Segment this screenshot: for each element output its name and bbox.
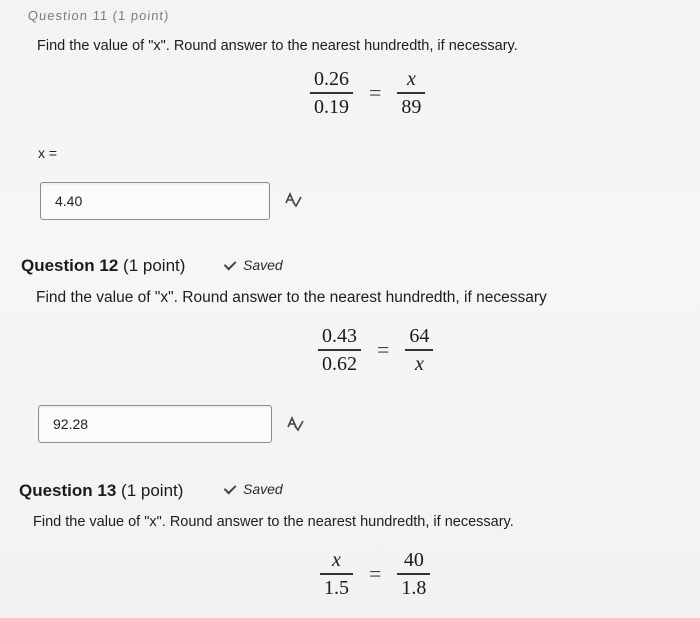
q12-right-numerator: 64 [409,325,430,347]
q12-right-denominator: x [414,352,424,375]
q13-left-numerator: x [332,549,341,571]
q11-x-label: x = [38,145,58,161]
q12-right-fraction [405,323,433,377]
q12-points: (1 point) [123,256,186,275]
q11-right-denominator: 89 [401,95,422,118]
q12-left-numerator: 0.43 [322,325,357,347]
q11-prompt: Find the value of "x". Round answer to the nearest hundredth, if necessary. [37,38,518,54]
q12-title-label: Question 12 [21,256,119,275]
q13-points: (1 point) [121,481,184,500]
q13-equals-sign: = [369,560,382,586]
q11-right-numerator: x [406,68,416,90]
checkmark-icon [224,481,237,494]
q13-equation [320,547,430,601]
q12-prompt: Find the value of "x". Round answer to the nearest hundredth, if necessary [36,289,547,306]
q12-title [21,256,185,276]
q12-saved-label: Saved [243,257,283,273]
q12-equals-sign: = [377,336,390,362]
q13-right-fraction [397,547,430,601]
q13-right-numerator: 40 [403,549,424,571]
q12-answer-value: 92.28 [53,416,89,432]
q11-right-fraction [397,66,425,120]
q13-saved-label: Saved [243,481,283,497]
q12-left-denominator: 0.62 [322,352,357,375]
checkmark-icon [224,257,237,270]
q13-title [19,481,183,501]
q11-equation [310,66,425,120]
q13-prompt: Find the value of "x". Round answer to the nearest hundredth, if necessary. [33,514,514,530]
q13-right-denominator: 1.8 [401,576,427,599]
q11-left-numerator: 0.26 [314,68,349,90]
q13-left-denominator: 1.5 [324,576,349,599]
q13-left-fraction [320,547,353,601]
q11-left-denominator: 0.19 [314,95,349,118]
q12-answer-input[interactable] [38,405,272,443]
q11-answer-input[interactable] [40,182,270,220]
q12-equation [318,323,433,377]
q12-saved-status [226,257,283,273]
spell-check-icon[interactable] [286,415,304,433]
question-11-title-cutoff: Question 11 (1 point) [27,8,170,23]
q11-left-fraction [310,66,353,120]
q12-left-fraction [318,323,361,377]
q13-title-label: Question 13 [19,481,117,500]
q11-answer-value: 4.40 [55,193,83,209]
q13-saved-status [226,481,283,497]
spell-check-icon[interactable] [284,191,302,209]
q11-equals-sign: = [369,79,382,105]
